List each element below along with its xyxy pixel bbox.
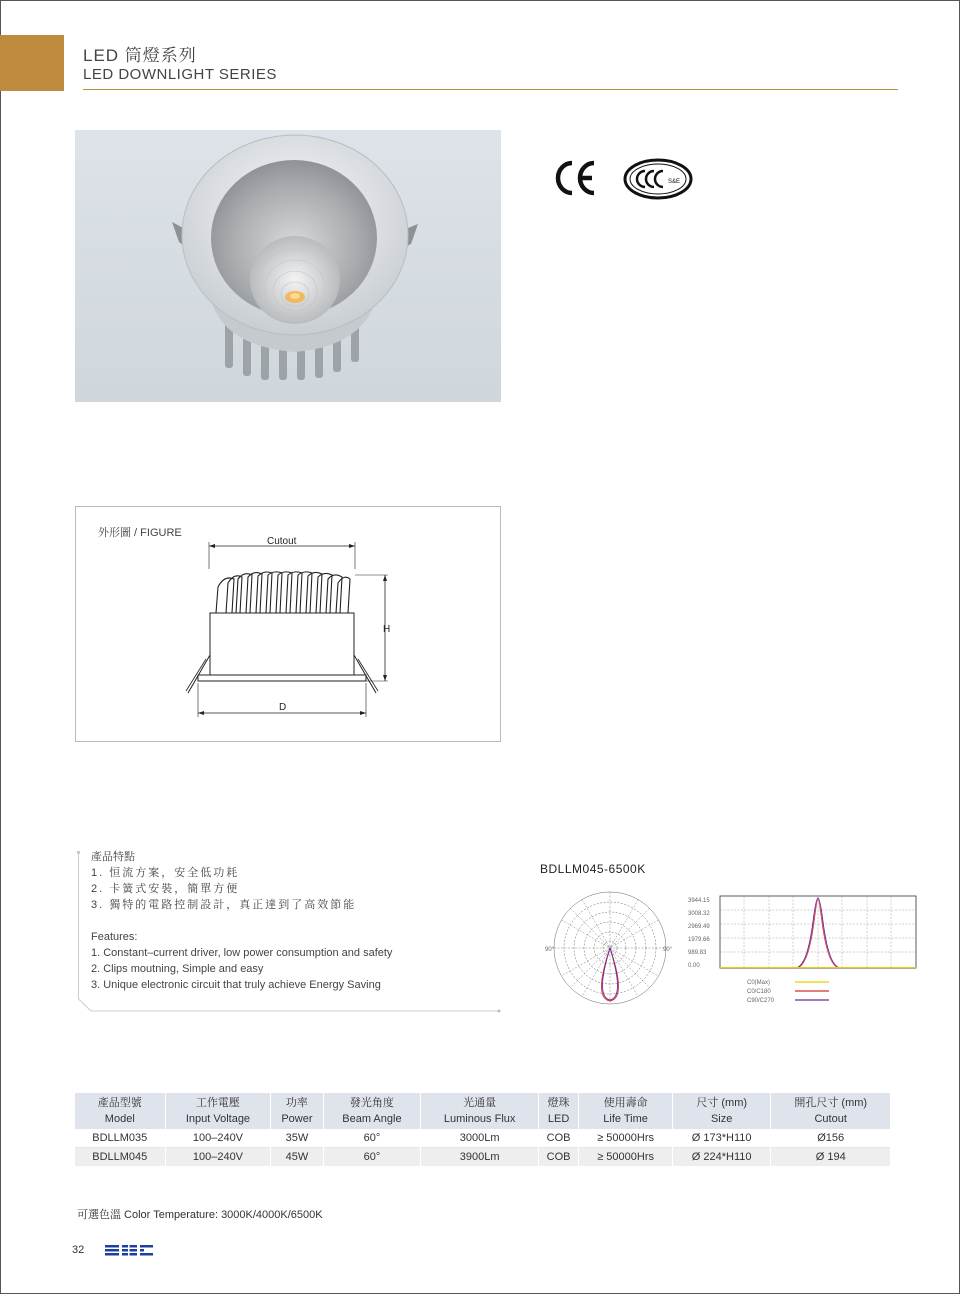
table-row xyxy=(75,1148,891,1167)
table-cell: ≥ 50000Hrs xyxy=(579,1148,673,1167)
table-cell: Ø 194 xyxy=(771,1148,891,1167)
ce-mark-icon xyxy=(552,157,598,204)
legend-c90c270: C90/C270 xyxy=(747,998,775,1004)
legend-c0max: C0(Max) xyxy=(747,980,771,986)
th-cutout: 開孔尺寸 (mm) Cutout xyxy=(771,1093,891,1129)
table-cell: 3000Lm xyxy=(421,1129,539,1148)
linear-y-tick: 0.00 xyxy=(688,963,700,969)
page-title-cn: LED 筒燈系列 xyxy=(83,46,197,65)
features-cn-heading: 產品特點 xyxy=(91,851,135,863)
features-en-item: 2. Clips moutning, Simple and easy xyxy=(91,963,264,975)
features-en-item: 1. Constant–current driver, low power consumption and safety xyxy=(91,947,393,959)
photometric-title: BDLLM045-6500K xyxy=(540,862,646,876)
table-cell: COB xyxy=(538,1129,578,1148)
table-cell: 3900Lm xyxy=(421,1148,539,1167)
table-cell: Ø 173*H110 xyxy=(672,1129,770,1148)
downlight-dimension-drawing xyxy=(76,507,500,741)
figure-label: 外形圖 / FIGURE xyxy=(98,527,182,539)
dim-d-label: D xyxy=(279,702,287,713)
polar-axis-label: 90° xyxy=(545,947,555,953)
polar-distribution-diagram xyxy=(545,888,675,1008)
th-led: 燈珠 LED xyxy=(538,1093,578,1129)
table-cell: Ø156 xyxy=(771,1129,891,1148)
figure-box xyxy=(75,506,501,742)
th-life-time: 使用壽命 Life Time xyxy=(579,1093,673,1129)
page-number: 32 xyxy=(72,1244,85,1256)
table-cell: 60° xyxy=(323,1129,421,1148)
features-en-item: 3. Unique electronic circuit that truly achieve Energy Saving xyxy=(91,979,381,991)
linear-y-tick: 2969.49 xyxy=(688,924,710,930)
table-cell: 100–240V xyxy=(165,1129,271,1148)
spec-table xyxy=(75,1093,891,1166)
linear-y-tick: 1979.66 xyxy=(688,937,710,943)
legend-c0c180: C0/C180 xyxy=(747,989,771,995)
table-cell: ≥ 50000Hrs xyxy=(579,1129,673,1148)
linear-y-tick: 3944.15 xyxy=(688,898,710,904)
th-power: 功率 Power xyxy=(271,1093,323,1129)
linear-y-tick: 989.83 xyxy=(688,950,707,956)
led-downlight-product-photo-icon xyxy=(75,130,501,402)
table-cell: 35W xyxy=(271,1129,323,1148)
polar-axis-label: 90° xyxy=(663,947,673,953)
bmc-logo-icon xyxy=(105,1243,155,1262)
features-cn-item: 1. 恒流方案，安全低功耗 xyxy=(91,867,240,879)
table-cell: 60° xyxy=(323,1148,421,1167)
th-size: 尺寸 (mm) Size xyxy=(672,1093,770,1129)
table-header-row xyxy=(75,1093,891,1129)
page-title-en: LED DOWNLIGHT SERIES xyxy=(83,66,277,83)
table-cell: Ø 224*H110 xyxy=(672,1148,770,1167)
color-temperature-note: 可選色溫 Color Temperature: 3000K/4000K/6500K xyxy=(77,1209,323,1221)
features-cn-item: 2. 卡簧式安裝，簡單方便 xyxy=(91,883,240,895)
ccc-mark-sub: S&E xyxy=(668,179,681,185)
header-divider xyxy=(83,89,898,90)
header-accent-block xyxy=(0,35,64,91)
linear-intensity-chart xyxy=(685,892,921,1014)
ccc-mark-icon xyxy=(622,157,694,206)
th-input-voltage: 工作電壓 Input Voltage xyxy=(165,1093,271,1129)
table-cell: 100–240V xyxy=(165,1148,271,1167)
features-en-heading: Features: xyxy=(91,931,138,943)
th-model: 產品型號 Model xyxy=(75,1093,165,1129)
table-cell: BDLLM035 xyxy=(75,1129,165,1148)
product-photo xyxy=(75,130,501,402)
table-row xyxy=(75,1129,891,1148)
table-cell: COB xyxy=(538,1148,578,1167)
th-luminous-flux: 光通量 Luminous Flux xyxy=(421,1093,539,1129)
dim-cutout-label: Cutout xyxy=(267,536,297,547)
linear-y-tick: 3008.32 xyxy=(688,911,710,917)
th-beam-angle: 發光角度 Beam Angle xyxy=(323,1093,421,1129)
features-cn-item: 3. 獨特的電路控制設計，真正達到了高效節能 xyxy=(91,899,357,911)
dim-h-label: H xyxy=(383,624,391,635)
features-section xyxy=(91,849,501,993)
table-cell: 45W xyxy=(271,1148,323,1167)
table-cell: BDLLM045 xyxy=(75,1148,165,1167)
